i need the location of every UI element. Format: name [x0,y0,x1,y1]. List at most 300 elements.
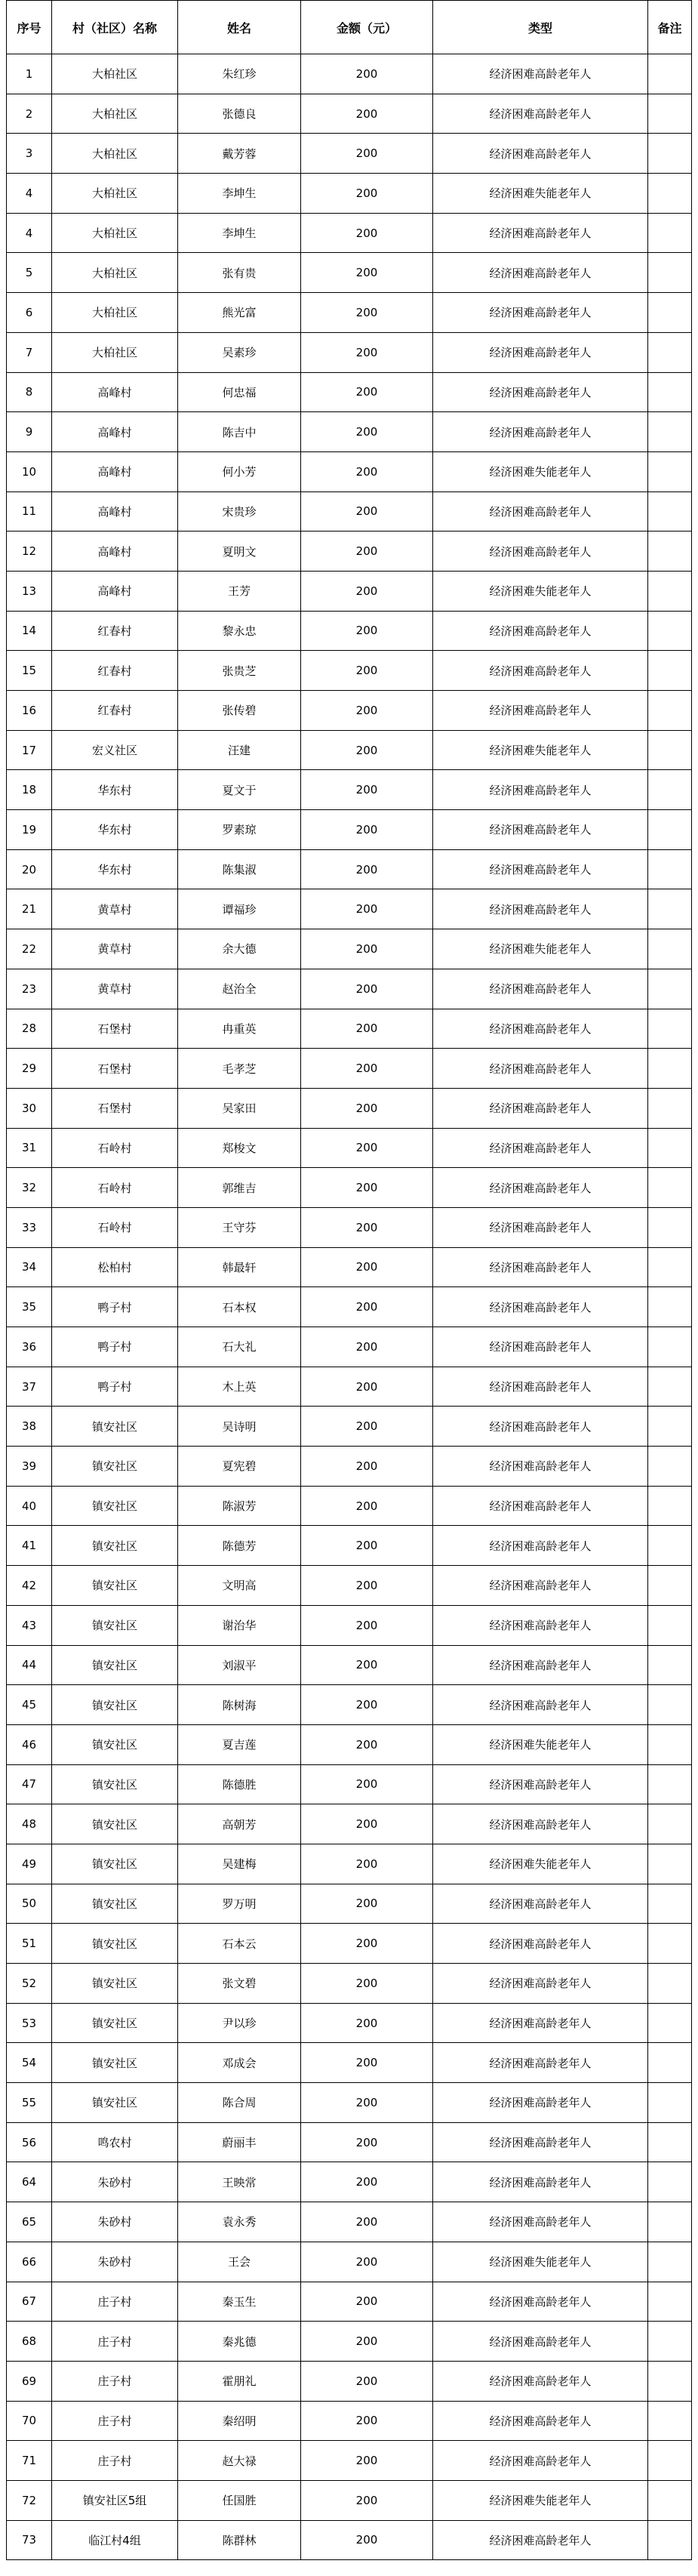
cell-no: 68 [7,2322,52,2362]
cell-amount: 200 [301,94,433,134]
header-note: 备注 [648,1,692,54]
table-row [7,651,692,691]
cell-no: 4 [7,213,52,253]
cell-amount: 200 [301,1605,433,1645]
cell-note [648,491,692,532]
cell-amount: 200 [301,810,433,850]
header-village: 村（社区）名称 [52,1,178,54]
cell-note [648,2083,692,2123]
cell-amount: 200 [301,730,433,770]
cell-village: 石岭村 [52,1128,178,1168]
cell-type: 经济困难失能老年人 [433,2480,648,2520]
table-row [7,730,692,770]
cell-village: 镇安社区 [52,1764,178,1804]
header-row [7,1,692,54]
cell-name: 余大德 [178,929,301,969]
cell-amount: 200 [301,1764,433,1804]
header-amount: 金额（元） [301,1,433,54]
cell-no: 70 [7,2401,52,2441]
cell-note [648,2441,692,2481]
cell-village: 黄草村 [52,929,178,969]
cell-village: 高峰村 [52,451,178,491]
cell-amount: 200 [301,1724,433,1764]
cell-name: 刘淑平 [178,1645,301,1685]
cell-type: 经济困难失能老年人 [433,730,648,770]
table-row [7,2122,692,2162]
table-row [7,54,692,94]
cell-name: 陈合周 [178,2083,301,2123]
cell-amount: 200 [301,1486,433,1526]
table-row [7,1247,692,1287]
cell-type: 经济困难高龄老年人 [433,1128,648,1168]
cell-type: 经济困难高龄老年人 [433,889,648,929]
cell-amount: 200 [301,1447,433,1487]
cell-no: 73 [7,2520,52,2560]
cell-note [648,174,692,214]
cell-type: 经济困难高龄老年人 [433,1407,648,1447]
cell-no: 50 [7,1884,52,1924]
cell-note [648,1924,692,1964]
cell-no: 30 [7,1088,52,1128]
cell-type: 经济困难失能老年人 [433,174,648,214]
cell-no: 4 [7,174,52,214]
cell-note [648,54,692,94]
cell-note [648,2043,692,2083]
cell-type: 经济困难高龄老年人 [433,1685,648,1725]
cell-village: 高峰村 [52,571,178,611]
cell-amount: 200 [301,2282,433,2322]
cell-name: 夏明文 [178,532,301,572]
cell-village: 石堡村 [52,1088,178,1128]
cell-name: 黎永忠 [178,611,301,651]
cell-name: 秦绍明 [178,2401,301,2441]
table-row [7,1447,692,1487]
cell-amount: 200 [301,1844,433,1884]
table-row [7,1566,692,1606]
table-row [7,929,692,969]
cell-village: 镇安社区 [52,2083,178,2123]
cell-village: 鸭子村 [52,1287,178,1327]
cell-no: 32 [7,1168,52,1208]
cell-amount: 200 [301,969,433,1009]
cell-name: 毛孝芝 [178,1049,301,1089]
cell-type: 经济困难高龄老年人 [433,969,648,1009]
table-row [7,451,692,491]
cell-type: 经济困难高龄老年人 [433,1486,648,1526]
cell-name: 谢治华 [178,1605,301,1645]
cell-note [648,1327,692,1367]
cell-name: 张有贵 [178,253,301,293]
cell-note [648,651,692,691]
table-row [7,1168,692,1208]
cell-village: 镇安社区 [52,1605,178,1645]
cell-name: 夏文于 [178,770,301,810]
table-row [7,2003,692,2043]
cell-no: 23 [7,969,52,1009]
cell-name: 石本云 [178,1924,301,1964]
cell-type: 经济困难高龄老年人 [433,849,648,889]
cell-type: 经济困难高龄老年人 [433,1049,648,1089]
cell-note [648,293,692,333]
cell-type: 经济困难高龄老年人 [433,2282,648,2322]
cell-name: 郭维吉 [178,1168,301,1208]
cell-note [648,1685,692,1725]
cell-village: 庄子村 [52,2322,178,2362]
cell-amount: 200 [301,1009,433,1049]
cell-name: 陈淑芳 [178,1486,301,1526]
cell-amount: 200 [301,2480,433,2520]
cell-note [648,1764,692,1804]
cell-type: 经济困难高龄老年人 [433,810,648,850]
cell-note [648,1566,692,1606]
table-row [7,969,692,1009]
cell-village: 高峰村 [52,491,178,532]
cell-amount: 200 [301,54,433,94]
cell-type: 经济困难高龄老年人 [433,532,648,572]
cell-note [648,810,692,850]
cell-village: 镇安社区 [52,2003,178,2043]
cell-name: 霍朋礼 [178,2361,301,2401]
cell-amount: 200 [301,174,433,214]
cell-name: 陈吉中 [178,412,301,452]
cell-note [648,1486,692,1526]
cell-name: 张德良 [178,94,301,134]
cell-type: 经济困难高龄老年人 [433,1009,648,1049]
table-row [7,491,692,532]
cell-no: 64 [7,2162,52,2202]
table-row [7,571,692,611]
cell-note [648,372,692,412]
cell-village: 红春村 [52,611,178,651]
cell-type: 经济困难高龄老年人 [433,2401,648,2441]
cell-type: 经济困难高龄老年人 [433,1566,648,1606]
cell-type: 经济困难高龄老年人 [433,1605,648,1645]
cell-no: 54 [7,2043,52,2083]
cell-name: 何小芳 [178,451,301,491]
cell-note [648,2202,692,2242]
table-row [7,213,692,253]
cell-village: 庄子村 [52,2361,178,2401]
cell-name: 陈树海 [178,1685,301,1725]
cell-no: 35 [7,1287,52,1327]
cell-name: 文明高 [178,1566,301,1606]
cell-note [648,213,692,253]
cell-note [648,1447,692,1487]
cell-note [648,2282,692,2322]
cell-amount: 200 [301,1884,433,1924]
cell-amount: 200 [301,1924,433,1964]
cell-name: 张文碧 [178,1964,301,2004]
table-row [7,1724,692,1764]
cell-village: 高峰村 [52,372,178,412]
cell-no: 43 [7,1605,52,1645]
cell-village: 镇安社区 [52,1924,178,1964]
cell-name: 任国胜 [178,2480,301,2520]
cell-no: 56 [7,2122,52,2162]
cell-village: 松柏村 [52,1247,178,1287]
cell-amount: 200 [301,2361,433,2401]
subsidy-roster-table [6,0,692,2560]
cell-name: 秦玉生 [178,2282,301,2322]
cell-no: 47 [7,1764,52,1804]
cell-village: 红春村 [52,651,178,691]
cell-amount: 200 [301,1804,433,1844]
table-row [7,1009,692,1049]
cell-note [648,1367,692,1407]
cell-note [648,1526,692,1566]
cell-type: 经济困难高龄老年人 [433,2441,648,2481]
cell-no: 22 [7,929,52,969]
table-row [7,94,692,134]
cell-village: 大柏社区 [52,253,178,293]
cell-type: 经济困难失能老年人 [433,451,648,491]
cell-name: 木上英 [178,1367,301,1407]
cell-amount: 200 [301,134,433,174]
table-row [7,849,692,889]
table-row [7,1367,692,1407]
cell-name: 韩最轩 [178,1247,301,1287]
cell-type: 经济困难高龄老年人 [433,213,648,253]
cell-name: 夏宪碧 [178,1447,301,1487]
cell-name: 吴素珍 [178,332,301,372]
cell-note [648,969,692,1009]
cell-no: 45 [7,1685,52,1725]
cell-amount: 200 [301,1367,433,1407]
cell-amount: 200 [301,929,433,969]
cell-type: 经济困难高龄老年人 [433,770,648,810]
cell-name: 赵大禄 [178,2441,301,2481]
cell-name: 谭福珍 [178,889,301,929]
cell-amount: 200 [301,332,433,372]
cell-name: 李坤生 [178,174,301,214]
cell-type: 经济困难高龄老年人 [433,134,648,174]
cell-no: 46 [7,1724,52,1764]
cell-village: 朱砂村 [52,2162,178,2202]
cell-village: 镇安社区 [52,1685,178,1725]
cell-amount: 200 [301,2162,433,2202]
cell-amount: 200 [301,849,433,889]
cell-amount: 200 [301,1088,433,1128]
cell-name: 石大礼 [178,1327,301,1367]
table-row [7,2322,692,2362]
cell-type: 经济困难高龄老年人 [433,651,648,691]
cell-village: 镇安社区 [52,1447,178,1487]
cell-no: 72 [7,2480,52,2520]
table-row [7,2361,692,2401]
cell-name: 罗素琼 [178,810,301,850]
cell-amount: 200 [301,1128,433,1168]
cell-name: 罗万明 [178,1884,301,1924]
cell-village: 临江村4组 [52,2520,178,2560]
cell-note [648,2322,692,2362]
cell-no: 40 [7,1486,52,1526]
cell-no: 1 [7,54,52,94]
cell-note [648,1964,692,2004]
cell-no: 67 [7,2282,52,2322]
cell-no: 8 [7,372,52,412]
cell-no: 12 [7,532,52,572]
cell-amount: 200 [301,1685,433,1725]
cell-amount: 200 [301,1327,433,1367]
cell-name: 陈集淑 [178,849,301,889]
cell-type: 经济困难失能老年人 [433,1844,648,1884]
cell-village: 大柏社区 [52,54,178,94]
cell-amount: 200 [301,2441,433,2481]
cell-note [648,2242,692,2282]
table-row [7,134,692,174]
table-row [7,174,692,214]
cell-note [648,571,692,611]
cell-type: 经济困难失能老年人 [433,1724,648,1764]
cell-note [648,1804,692,1844]
cell-village: 宏义社区 [52,730,178,770]
cell-no: 2 [7,94,52,134]
cell-note [648,849,692,889]
cell-no: 5 [7,253,52,293]
cell-no: 17 [7,730,52,770]
cell-amount: 200 [301,1566,433,1606]
cell-type: 经济困难高龄老年人 [433,2122,648,2162]
cell-village: 黄草村 [52,969,178,1009]
table-row [7,1207,692,1247]
cell-village: 庄子村 [52,2441,178,2481]
cell-no: 36 [7,1327,52,1367]
cell-type: 经济困难高龄老年人 [433,2322,648,2362]
cell-type: 经济困难高龄老年人 [433,332,648,372]
cell-no: 49 [7,1844,52,1884]
cell-type: 经济困难高龄老年人 [433,1884,648,1924]
cell-note [648,889,692,929]
cell-type: 经济困难高龄老年人 [433,1447,648,1487]
table-row [7,2480,692,2520]
table-row [7,770,692,810]
cell-type: 经济困难高龄老年人 [433,2003,648,2043]
cell-village: 鸭子村 [52,1367,178,1407]
table-body [7,54,692,2560]
cell-no: 18 [7,770,52,810]
cell-village: 红春村 [52,691,178,731]
table-row [7,1844,692,1884]
table-row [7,2043,692,2083]
cell-village: 镇安社区 [52,1566,178,1606]
cell-note [648,1247,692,1287]
cell-name: 冉重英 [178,1009,301,1049]
cell-amount: 200 [301,1407,433,1447]
cell-note [648,1605,692,1645]
cell-amount: 200 [301,293,433,333]
table-row [7,332,692,372]
cell-village: 朱砂村 [52,2202,178,2242]
cell-type: 经济困难高龄老年人 [433,1804,648,1844]
cell-no: 9 [7,412,52,452]
cell-village: 石堡村 [52,1009,178,1049]
cell-note [648,1009,692,1049]
cell-amount: 200 [301,253,433,293]
cell-amount: 200 [301,2401,433,2441]
cell-village: 鸣农村 [52,2122,178,2162]
table-row [7,1287,692,1327]
cell-type: 经济困难高龄老年人 [433,1964,648,2004]
cell-village: 黄草村 [52,889,178,929]
cell-note [648,2361,692,2401]
cell-no: 55 [7,2083,52,2123]
table-row [7,1407,692,1447]
cell-no: 34 [7,1247,52,1287]
cell-type: 经济困难高龄老年人 [433,2043,648,2083]
table-row [7,1764,692,1804]
cell-type: 经济困难高龄老年人 [433,1645,648,1685]
cell-village: 镇安社区 [52,2043,178,2083]
table-row [7,2162,692,2202]
cell-note [648,1168,692,1208]
table-row [7,1049,692,1089]
cell-note [648,134,692,174]
table-row [7,2441,692,2481]
cell-note [648,1207,692,1247]
cell-name: 李坤生 [178,213,301,253]
table-row [7,1526,692,1566]
cell-name: 宋贵珍 [178,491,301,532]
cell-amount: 200 [301,691,433,731]
cell-no: 7 [7,332,52,372]
cell-type: 经济困难高龄老年人 [433,1207,648,1247]
cell-amount: 200 [301,2520,433,2560]
table-row [7,2083,692,2123]
cell-village: 庄子村 [52,2401,178,2441]
cell-type: 经济困难高龄老年人 [433,2083,648,2123]
cell-name: 熊光富 [178,293,301,333]
cell-amount: 200 [301,1964,433,2004]
cell-name: 汪建 [178,730,301,770]
cell-name: 王守芬 [178,1207,301,1247]
cell-name: 高朝芳 [178,1804,301,1844]
table-row [7,1605,692,1645]
cell-note [648,2162,692,2202]
cell-type: 经济困难高龄老年人 [433,2202,648,2242]
cell-village: 镇安社区 [52,1964,178,2004]
cell-no: 28 [7,1009,52,1049]
cell-amount: 200 [301,651,433,691]
cell-type: 经济困难高龄老年人 [433,611,648,651]
cell-village: 华东村 [52,849,178,889]
cell-no: 52 [7,1964,52,2004]
cell-village: 高峰村 [52,532,178,572]
cell-amount: 200 [301,2202,433,2242]
cell-amount: 200 [301,491,433,532]
cell-no: 3 [7,134,52,174]
cell-note [648,1088,692,1128]
cell-no: 41 [7,1526,52,1566]
cell-no: 29 [7,1049,52,1089]
cell-type: 经济困难失能老年人 [433,2242,648,2282]
cell-note [648,1049,692,1089]
cell-type: 经济困难失能老年人 [433,929,648,969]
cell-village: 华东村 [52,770,178,810]
cell-type: 经济困难高龄老年人 [433,2520,648,2560]
cell-no: 33 [7,1207,52,1247]
cell-type: 经济困难高龄老年人 [433,1526,648,1566]
table-row [7,889,692,929]
cell-no: 44 [7,1645,52,1685]
cell-name: 秦兆德 [178,2322,301,2362]
header-no: 序号 [7,1,52,54]
cell-amount: 200 [301,532,433,572]
cell-no: 20 [7,849,52,889]
cell-name: 夏吉莲 [178,1724,301,1764]
header-name: 姓名 [178,1,301,54]
cell-no: 10 [7,451,52,491]
cell-no: 53 [7,2003,52,2043]
